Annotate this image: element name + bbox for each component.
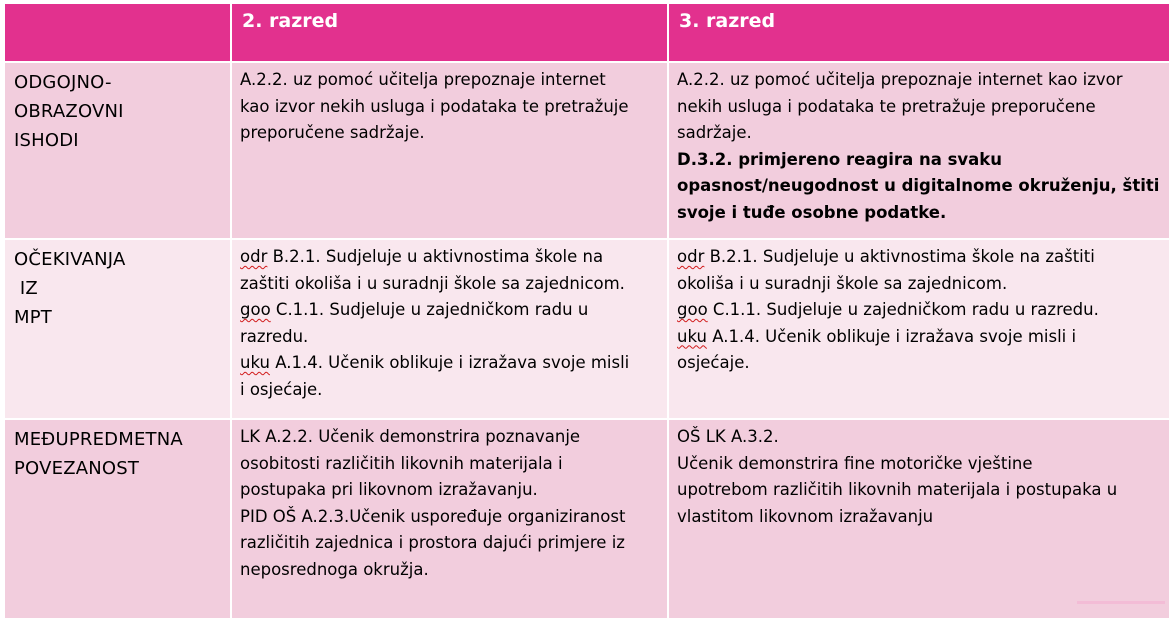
header-cell-empty	[4, 3, 231, 62]
cell-text: PID OŠ A.2.3.Učenik uspoređuje organiziranost	[240, 506, 626, 526]
curriculum-code: goo	[677, 300, 708, 319]
cell-text-line	[240, 67, 661, 94]
cell-text-line	[677, 67, 1163, 94]
cell-text: A.1.4. Učenik oblikuje i izražava svoje misli i	[706, 326, 1077, 346]
cell-text: B.2.1. Sudjeluje u aktivnostima škole na zaštiti	[704, 247, 1095, 266]
cell-correlation-grade-2	[231, 419, 668, 619]
cell-text: okoliša i u suradnji škole sa zajednicom.	[677, 273, 1008, 293]
cell-text-line	[240, 120, 661, 147]
curriculum-code: goo	[240, 300, 271, 319]
cell-expectations-grade-2	[231, 239, 668, 419]
cell-text-line	[240, 424, 661, 451]
cell-text: upotrebom različitih likovnih materijala i postupaka u	[677, 480, 1118, 499]
cell-text-line	[677, 451, 1163, 478]
table-row-correlation	[4, 419, 1170, 619]
cell-text-line	[677, 297, 1163, 324]
cell-text-line	[240, 504, 661, 531]
cell-correlation-grade-3	[668, 419, 1170, 619]
cell-text: razredu.	[240, 326, 309, 346]
curriculum-code: odr	[677, 247, 705, 266]
cell-text-line	[240, 530, 661, 557]
cell-text: i osjećaje.	[240, 379, 323, 399]
cell-text: LK A.2.2. Učenik demonstrira poznavanje	[240, 427, 581, 446]
row-label-outcomes	[4, 62, 231, 239]
row-label-correlation	[4, 419, 231, 619]
row-label-line: ODGOJNO-	[14, 72, 112, 93]
row-label-expectations	[4, 239, 231, 419]
cell-text-line	[240, 451, 661, 478]
cell-text: opasnost/neugodnost u digitalnome okruženju, štiti	[677, 176, 1160, 195]
cell-text: postupaka pri likovnom izražavanju.	[240, 480, 538, 499]
cell-text-line	[240, 377, 661, 404]
cell-text: Učenik demonstrira fine motoričke vještine	[677, 453, 1033, 473]
cell-text: B.2.1. Sudjeluje u aktivnostima škole na	[267, 247, 604, 266]
table-row-expectations	[4, 239, 1170, 419]
cell-text: A.2.2. uz pomoć učitelja prepoznaje internet	[240, 70, 606, 89]
curriculum-code: uku	[677, 326, 707, 346]
cell-text: OŠ LK A.3.2.	[677, 427, 779, 446]
row-label-line: IZ	[14, 278, 38, 299]
cell-text: vlastitom likovnom izražavanju	[677, 506, 934, 526]
row-label-line: MEĐUPREDMETNA	[14, 429, 183, 450]
row-label-line: OBRAZOVNI	[14, 101, 124, 122]
cell-text-line	[677, 147, 1163, 174]
cell-text-line	[677, 94, 1163, 121]
cell-text-line	[677, 504, 1163, 531]
cell-text: različitih zajednica i prostora dajući primjere iz	[240, 533, 625, 552]
cell-text-line	[240, 94, 661, 121]
cell-text-line	[677, 424, 1163, 451]
cell-text-line	[677, 350, 1163, 377]
cell-text: neposrednoga okružja.	[240, 559, 429, 579]
cell-text: nekih usluga i podataka te pretražuje preporučene	[677, 96, 1096, 116]
cell-text: kao izvor nekih usluga i podataka te pretražuje	[240, 96, 629, 116]
cell-text: zaštiti okoliša i u suradnji škole sa zajednicom.	[240, 273, 625, 293]
table-row-outcomes	[4, 62, 1170, 239]
cell-text-line	[677, 173, 1163, 200]
row-label-line: OČEKIVANJA	[14, 249, 126, 270]
cell-text-line	[677, 120, 1163, 147]
cell-text-line	[677, 477, 1163, 504]
cell-text: C.1.1. Sudjeluje u zajedničkom radu u razredu.	[707, 300, 1099, 319]
cell-text: C.1.1. Sudjeluje u zajedničkom radu u	[270, 300, 589, 319]
cell-text: svoje i tuđe osobne podatke.	[677, 202, 947, 222]
cell-text-line	[240, 271, 661, 298]
cell-text-line	[677, 271, 1163, 298]
cell-text: A.1.4. Učenik oblikuje i izražava svoje misli	[269, 353, 630, 372]
cell-text-line	[677, 244, 1163, 271]
cell-text-line	[240, 297, 661, 324]
cell-text: D.3.2. primjereno reagira na svaku	[677, 149, 1003, 169]
row-label-line: MPT	[14, 307, 52, 328]
cell-text: preporučene sadržaje.	[240, 123, 425, 142]
cell-text-line	[240, 557, 661, 584]
cell-text: A.2.2. uz pomoć učitelja prepoznaje internet kao izvor	[677, 70, 1123, 89]
cell-outcomes-grade-3	[668, 62, 1170, 239]
curriculum-code: uku	[240, 353, 270, 372]
cell-text-line	[240, 350, 661, 377]
row-label-line: POVEZANOST	[14, 458, 140, 479]
row-label-line: ISHODI	[14, 130, 79, 151]
cell-text-line	[240, 477, 661, 504]
curriculum-code: odr	[240, 247, 268, 266]
cell-text-line	[677, 200, 1163, 227]
cell-text-line	[677, 324, 1163, 351]
curriculum-table	[3, 2, 1171, 620]
cell-text-line	[240, 324, 661, 351]
cell-text: sadržaje.	[677, 123, 752, 142]
header-grade-3: 3. razred	[668, 3, 1170, 62]
cell-expectations-grade-3	[668, 239, 1170, 419]
cell-outcomes-grade-2	[231, 62, 668, 239]
header-grade-2: 2. razred	[231, 3, 668, 62]
header-row	[4, 3, 1170, 62]
cell-text: osjećaje.	[677, 353, 750, 372]
cell-text-line	[240, 244, 661, 271]
cell-text: osobitosti različitih likovnih materijala i	[240, 453, 563, 473]
